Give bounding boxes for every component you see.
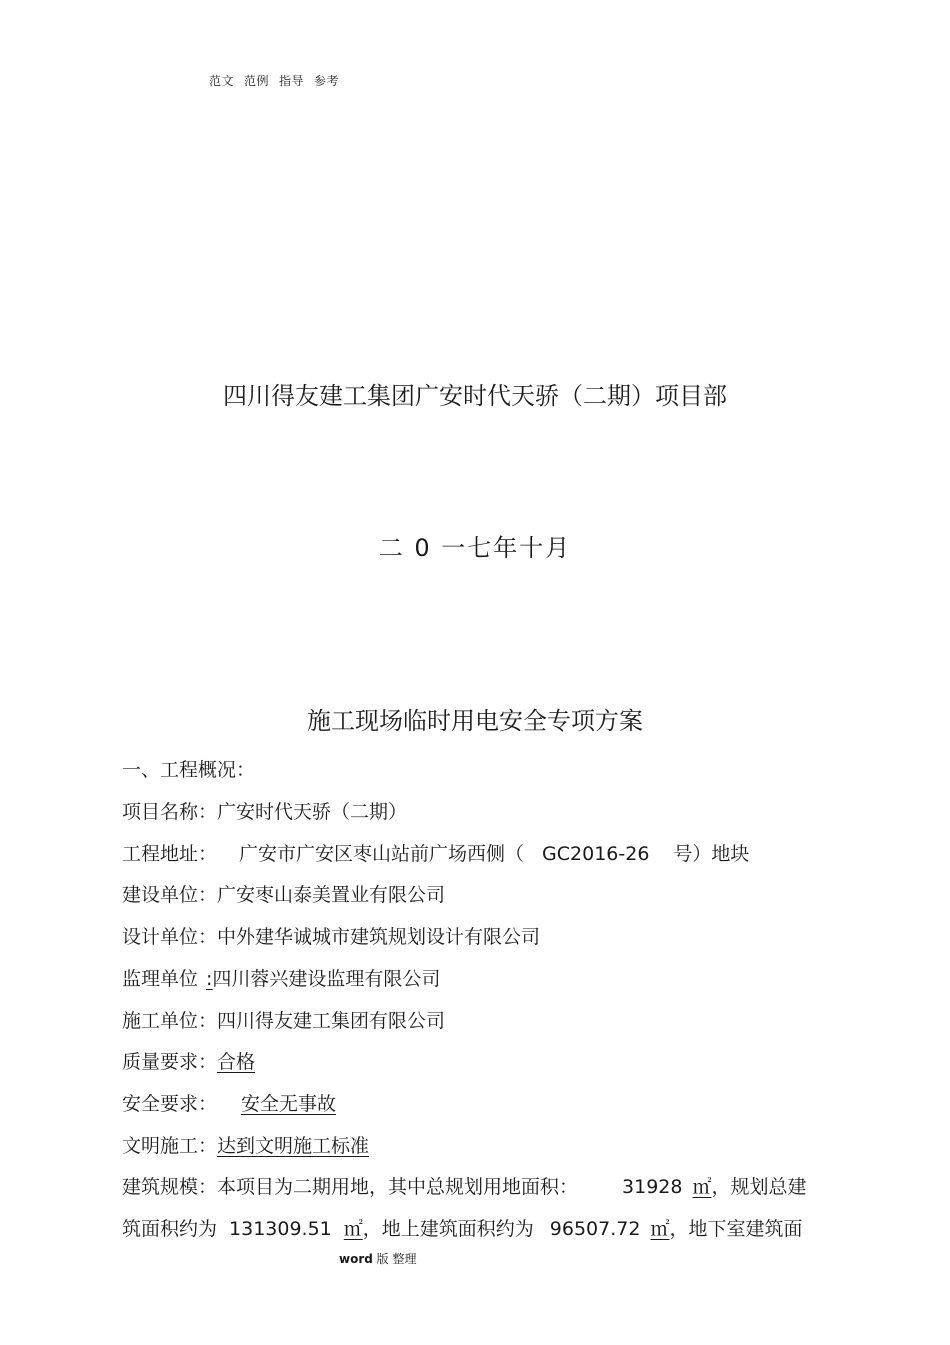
address-part-2: 号）地块: [673, 843, 750, 865]
designer-value: 中外建华诚城市建筑规划设计有限公司: [217, 926, 541, 948]
header-word-4: 参考: [314, 74, 340, 88]
civil-line: [122, 1131, 387, 1158]
owner-line: [122, 880, 445, 907]
designer-label: 设计单位：: [122, 926, 218, 948]
contractor-line: [122, 1006, 445, 1033]
supervisor-separator: :: [206, 968, 213, 990]
safety-value: 安全无事故: [241, 1093, 337, 1115]
designer-line: [122, 922, 540, 949]
scale-text-3: 筑面积约为: [122, 1218, 218, 1240]
scale-line-1: [122, 1172, 807, 1199]
supervisor-line: [122, 964, 440, 991]
scale-line-2: [122, 1214, 803, 1241]
document-title: 施工现场临时用电安全专项方案: [307, 707, 643, 735]
footer-bold: word: [339, 1252, 373, 1266]
owner-label: 建设单位：: [122, 884, 218, 906]
page-header: [209, 72, 349, 89]
organization-name: 四川得友建工集团广安时代天骄（二期）项目部: [223, 382, 727, 410]
safety-line: [122, 1089, 362, 1116]
footer-text: 版 整理: [376, 1252, 417, 1266]
total-land-area: 31928: [622, 1176, 683, 1198]
address-lot-code: GC2016-26: [542, 843, 650, 865]
unit-square-meter-3: ㎡: [650, 1218, 670, 1240]
page-footer: [339, 1250, 417, 1267]
supervisor-label: 监理单位: [122, 968, 199, 990]
contractor-label: 施工单位：: [122, 1010, 218, 1032]
supervisor-value: 四川蓉兴建设监理有限公司: [212, 968, 441, 990]
unit-square-meter-2: ㎡: [343, 1218, 363, 1240]
scale-text-5: ，地下室建筑面: [669, 1218, 803, 1240]
section-heading: 一、工程概况：: [122, 759, 256, 781]
total-floor-area: 131309.51: [229, 1218, 332, 1240]
project-name-value: 广安时代天骄（二期）: [217, 801, 408, 823]
quality-label: 质量要求：: [122, 1051, 218, 1073]
scale-text-1: 建筑规模：本项目为二期用地，其中总规划用地面积：: [122, 1176, 579, 1198]
project-name-line: [122, 797, 407, 824]
scale-text-4: ，地上建筑面积约为: [362, 1218, 534, 1240]
contractor-value: 四川得友建工集团有限公司: [217, 1010, 446, 1032]
address-line: [122, 839, 749, 866]
address-part-1: 广安市广安区枣山站前广场西侧（: [239, 843, 525, 865]
quality-line: [122, 1047, 267, 1074]
header-word-1: 范文: [209, 74, 235, 88]
header-word-2: 范例: [244, 74, 270, 88]
scale-text-2: ，规划总建: [711, 1176, 807, 1198]
civil-label: 文明施工：: [122, 1135, 218, 1157]
address-label: 工程地址：: [122, 843, 218, 865]
above-ground-area: 96507.72: [549, 1218, 641, 1240]
document-date: 二 0 一七年十月: [378, 534, 572, 562]
unit-square-meter: ㎡: [692, 1176, 712, 1198]
project-name-label: 项目名称：: [122, 801, 218, 823]
owner-value: 广安枣山泰美置业有限公司: [217, 884, 446, 906]
safety-label: 安全要求：: [122, 1093, 218, 1115]
civil-value: 达到文明施工标准: [217, 1135, 370, 1157]
header-word-3: 指导: [279, 74, 305, 88]
quality-value: 合格: [217, 1051, 256, 1073]
